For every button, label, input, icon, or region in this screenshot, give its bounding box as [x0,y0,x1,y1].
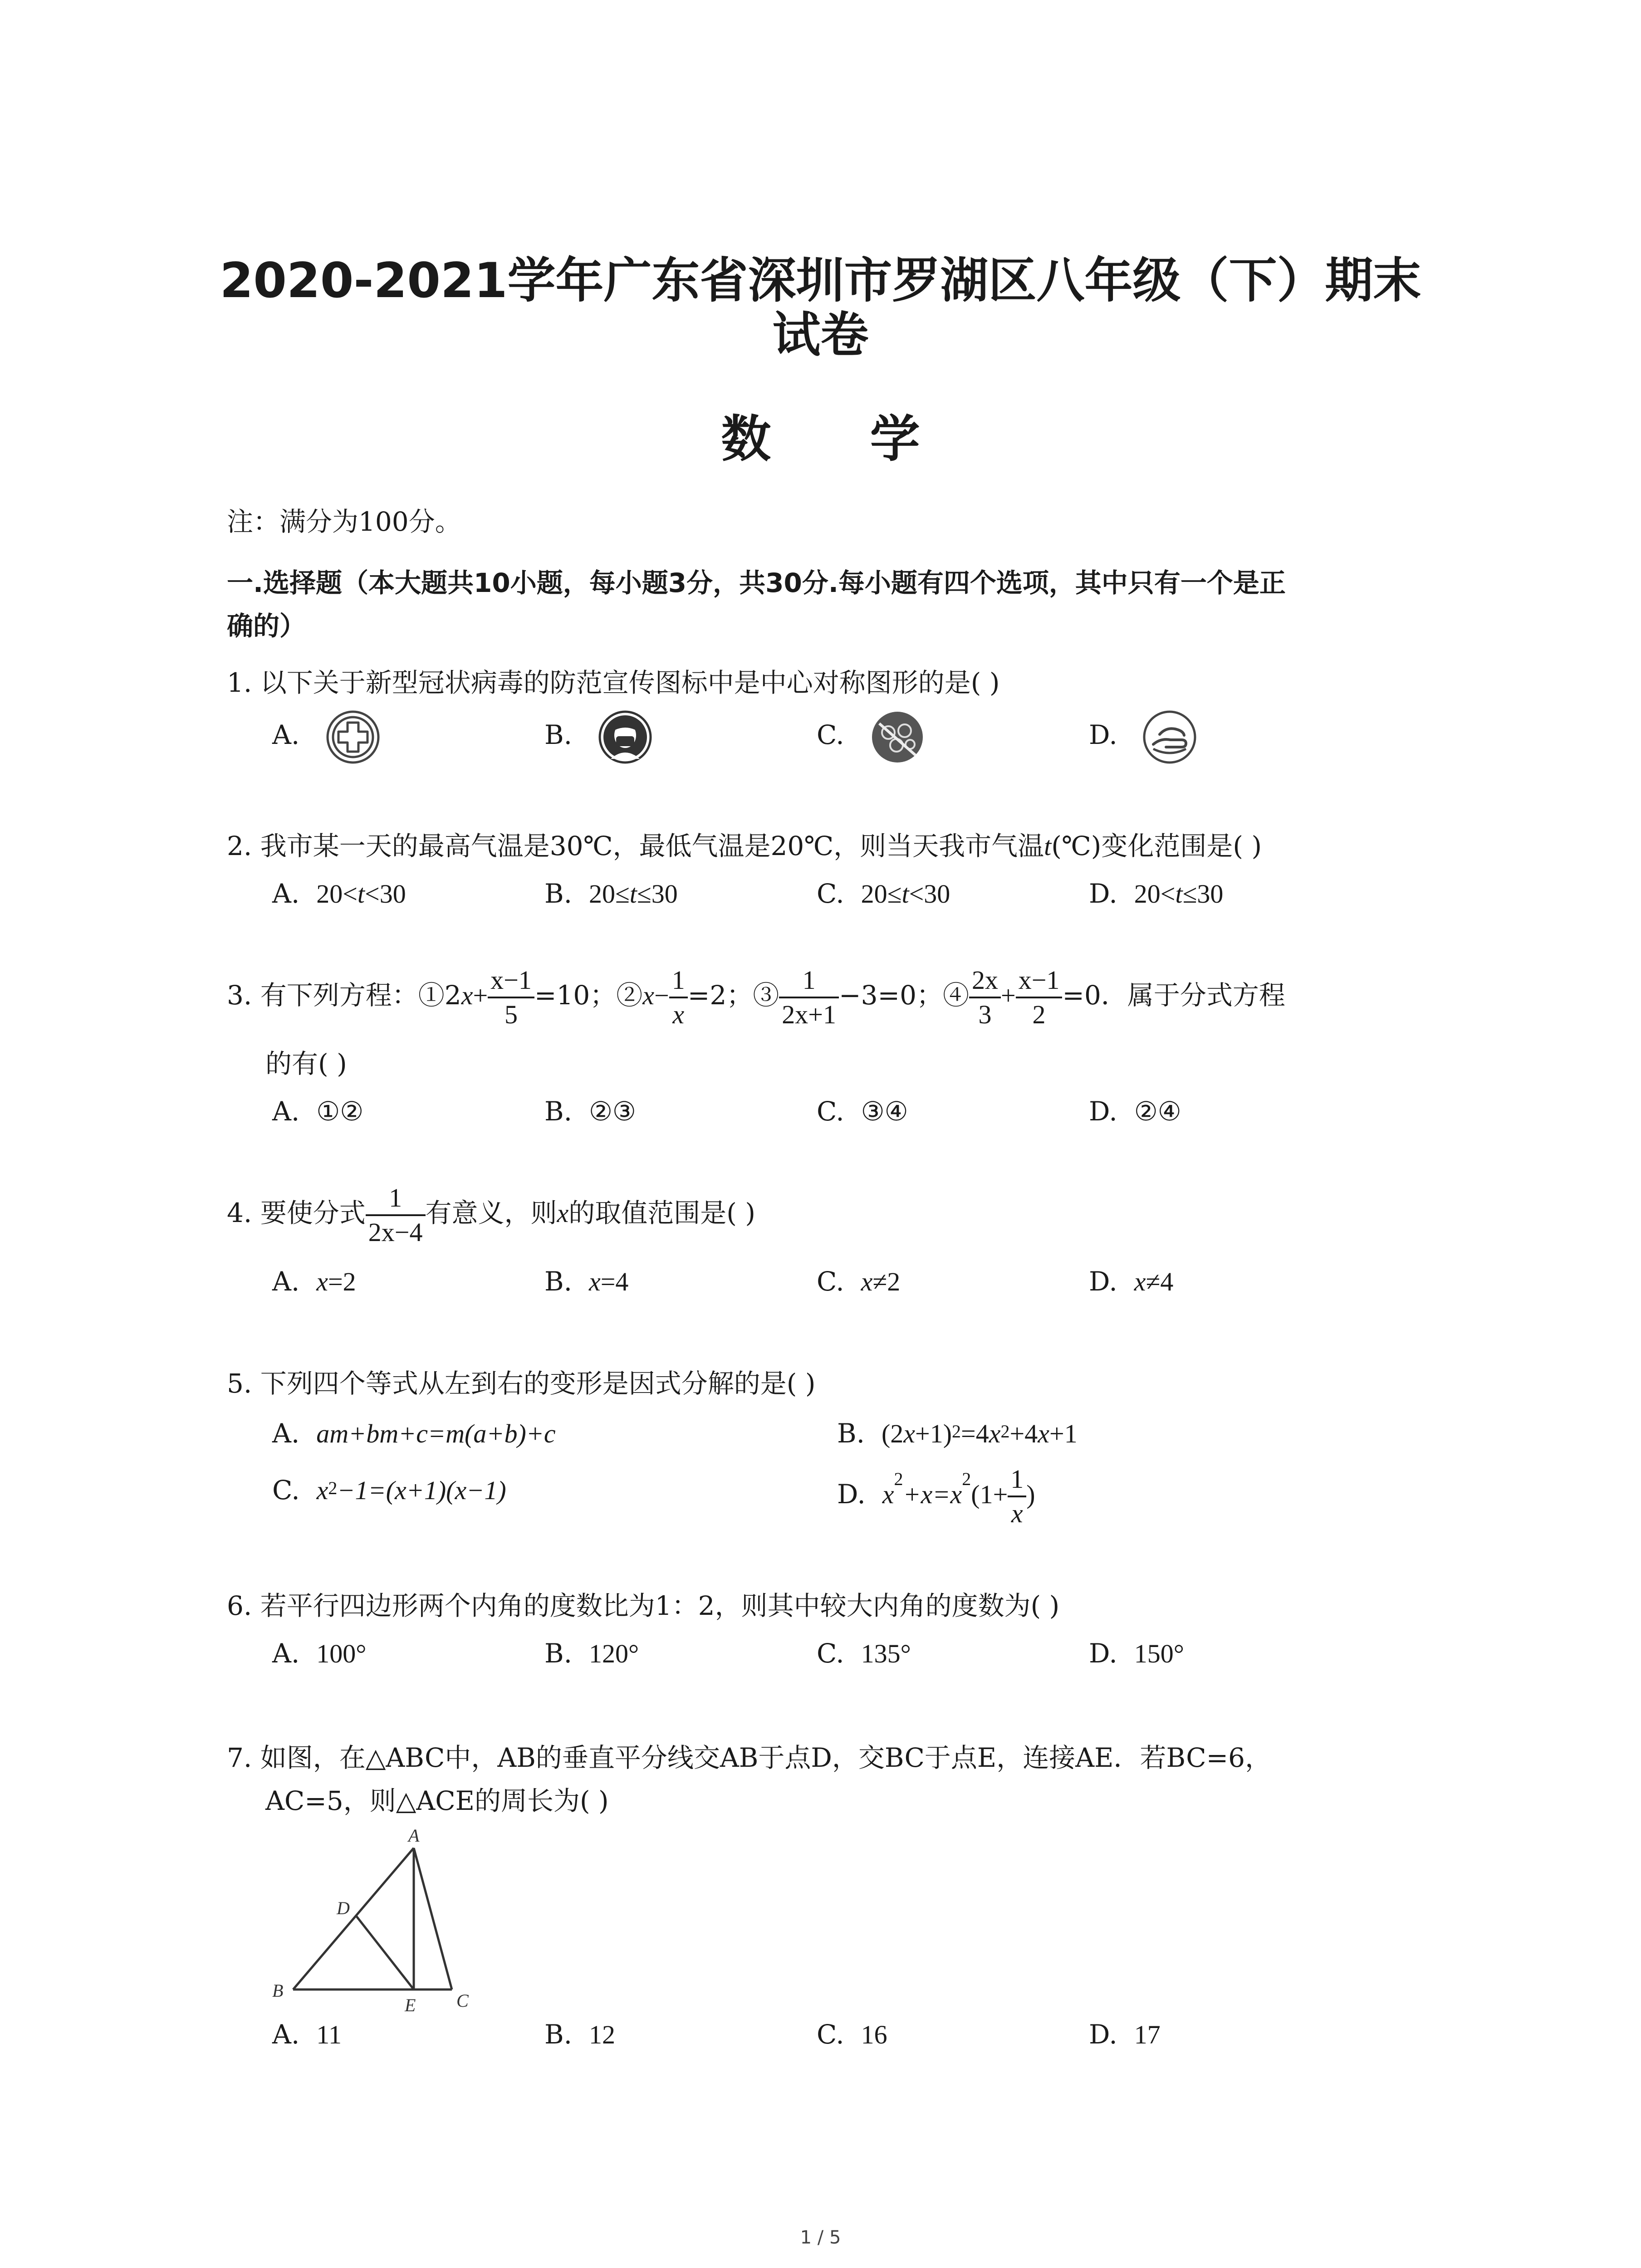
q6-stem: 6. 若平行四边形两个内角的度数比为1：2，则其中较大内角的度数为( ) [227,1590,1060,1621]
label-c: C [456,1990,469,2011]
q4-option-c: C. x≠2 [817,1266,901,1297]
q4-option-d: D. x≠4 [1089,1266,1174,1297]
q2-stem: 2. 我市某一天的最高气温是30℃，最低气温是20℃，则当天我市气温t(℃)变化范围是( ) [227,831,1262,861]
q3-option-b: B. ②③ [544,1096,636,1127]
q7-stem-line1: 7. 如图，在△ABC中，AB的垂直平分线交AB于点D，交BC于点E，连接AE．若BC=6， [227,1742,1272,1773]
q1-stem: 1. 以下关于新型冠状病毒的防范宣传图标中是中心对称图形的是( ) [227,667,1000,698]
q6-option-a: A. 100° [272,1638,367,1669]
q7-stem-line2: AC=5，则△ACE的周长为( ) [265,1785,609,1816]
label-b: B [272,1980,284,2001]
q5-option-d: D. $x^2+x=x^2(1+$ $\frac{1}{x}$ ) [837,1463,1035,1530]
q2-option-b: B. 20≤t≤30 [544,878,678,909]
q5-stem: 5. 下列四个等式从左到右的变形是因式分解的是( ) [227,1368,816,1399]
q6-option-c: C. 135° [817,1638,911,1669]
note: 注：满分为100分。 [227,506,461,537]
medical-cross-icon [326,710,380,766]
q4-stem: 4. 要使分式 $\frac{1}{2x-4}$ 有意义，则x的取值范围是( ) [227,1182,755,1249]
page-number: 1 / 5 [800,2227,841,2248]
subject-title: 数 学 [721,410,961,468]
label-d: D [337,1898,350,1918]
doc-title-line2: 试卷 [772,307,869,363]
q7-option-c: C. 16 [817,2019,887,2050]
q3-stem-line1: 3. 有下列方程：①2x+ $\frac{x-1}{5}$ =10；②x− $\frac{1}{x}$ =2；③ $\frac{1}{2x+1}$ −3=0；④ $\frac{2x}{3}$ + $\frac{x-1}{2}$ =0．属于分式方程 [227,964,1285,1031]
q2-option-d: D. 20<t≤30 [1089,878,1224,909]
q2-option-a: A. 20<t<30 [272,878,406,909]
mask-person-icon [598,710,652,766]
triangle-figure [254,1823,508,2025]
q3-option-c: C. ③④ [817,1096,908,1127]
virus-crowd-icon [870,710,925,766]
label-e: E [405,1995,416,2015]
label-a: A [408,1825,420,1846]
q1-option-a-label: A. [272,719,300,750]
q2-option-c: C. 20≤t<30 [817,878,950,909]
q4-option-b: B. x=4 [544,1266,629,1297]
hand-wash-icon [1142,710,1197,766]
side-ac [414,1848,452,1989]
q4-option-a: A. x=2 [272,1266,356,1297]
q7-option-b: B. 12 [544,2019,615,2050]
q5-option-b: B. $(2x+1)^2=4x^2+4x+1$ [837,1418,1078,1449]
q3-stem-line2: 的有( ) [265,1048,347,1079]
doc-title-line1: 2020-2021学年广东省深圳市罗湖区八年级（下）期末 [220,253,1421,308]
q3-option-d: D. ②④ [1089,1096,1181,1127]
q1-option-b-label: B. [544,719,573,750]
side-ab [293,1848,414,1989]
q7-option-a: A. 11 [272,2019,342,2050]
q7-option-d: D. 17 [1089,2019,1161,2050]
q3-option-a: A. ①② [272,1096,364,1127]
q6-option-b: B. 120° [544,1638,639,1669]
q5-option-a: A. am+bm+c=m(a+b)+c [272,1418,556,1449]
segment-de [357,1916,414,1989]
section-heading-line2: 确的） [227,611,306,641]
q1-option-c-label: C. [817,719,844,750]
section-heading-line1: 一.选择题（本大题共10小题，每小题3分，共30分.每小题有四个选项，其中只有一个是正 [227,567,1286,598]
q1-option-d-label: D. [1089,719,1117,750]
q5-option-c: C. $x^2-1=(x+1)(x-1)$ [272,1475,506,1505]
q6-option-d: D. 150° [1089,1638,1184,1669]
